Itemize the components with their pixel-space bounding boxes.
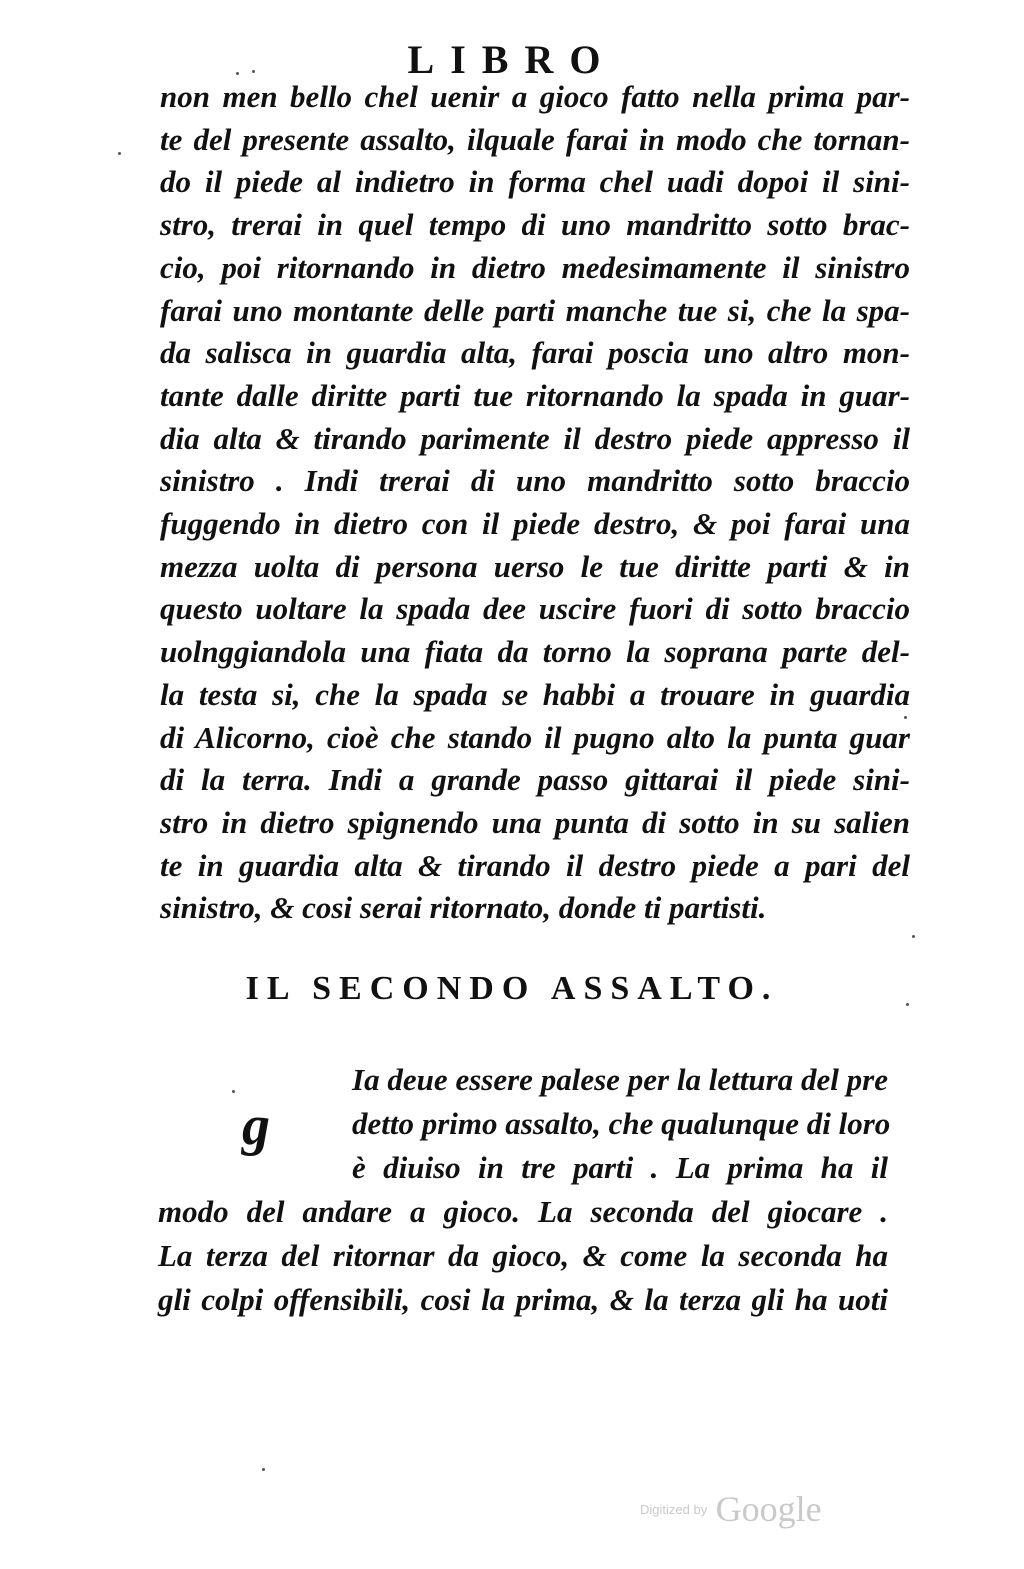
text-line: dia alta & tirando parimente il destro piede appresso il <box>160 420 910 456</box>
text-line: è diuiso in tre parti . La prima ha il <box>352 1150 888 1185</box>
text-line: detto primo assalto, che qualunque di loro <box>352 1106 891 1141</box>
text-line: te in guardia alta & tirando il destro piede a pari del <box>160 847 910 883</box>
text-line: La terza del ritornar da gioco, & come la seconda ha <box>158 1238 888 1273</box>
paragraph-indented <box>352 1058 891 1190</box>
watermark-logo-text: Google <box>715 1489 822 1529</box>
text-line: modo del andare a gioco. La seconda del giocare . <box>158 1194 888 1229</box>
text-line: non men bello chel uenir a gioco fatto nella prima par- <box>160 79 910 114</box>
text-line: sinistro, & cosi serai ritornato, donde ti partisti. <box>160 890 767 926</box>
watermark-small-text: Digitized by <box>640 1501 708 1517</box>
running-head: LIBRO <box>407 37 617 82</box>
text-line: di la terra. Indi a grande passo gittarai il piede sini- <box>160 762 910 798</box>
text-line: fuggendo in dietro con il piede destro, & poi farai una <box>160 506 910 542</box>
text-line: uolnggiandola una fiata da torno la soprana parte del- <box>160 634 910 670</box>
text-line: di Alicorno, cioè che stando il pugno alto la punta guar <box>160 719 910 755</box>
scan-speck <box>906 1003 909 1006</box>
drop-capital: g <box>242 1095 270 1157</box>
text-line: la testa si, che la spada se habbi a trouare in guardia <box>160 676 910 712</box>
scan-speck <box>232 1090 235 1093</box>
text-line: stro, trerai in quel tempo di uno mandritto sotto brac- <box>160 207 910 243</box>
text-line: do il piede al indietro in forma chel uadi dopoi il sini- <box>160 164 910 200</box>
scan-speck <box>252 70 255 73</box>
paragraph-full <box>158 1190 888 1322</box>
text-line: te del presente assalto, ilquale farai in modo che tornan- <box>160 121 910 157</box>
scan-speck <box>904 716 907 719</box>
scan-speck <box>118 152 121 155</box>
scan-speck <box>262 1468 265 1471</box>
scan-speck <box>236 72 239 75</box>
scan-speck <box>912 935 915 938</box>
digitized-watermark <box>640 1488 822 1530</box>
text-line: stro in dietro spignendo una punta di sotto in su salien <box>160 804 910 840</box>
text-line: farai uno montante delle parti manche tue si, che la spa- <box>160 292 910 328</box>
text-line: Ia deue essere palese per la lettura del pre <box>352 1062 888 1097</box>
text-line: da salisca in guardia alta, farai poscia uno altro mon- <box>160 335 910 371</box>
text-line: tante dalle diritte parti tue ritornando la spada in guar- <box>160 377 910 413</box>
text-line: gli colpi offensibili, cosi la prima, & la terza gli ha uoti <box>158 1282 888 1317</box>
text-line: mezza uolta di persona uerso le tue diritte parti & in <box>160 548 910 584</box>
body-text <box>160 76 910 930</box>
text-line: sinistro . Indi trerai di uno mandritto sotto braccio <box>160 463 910 499</box>
text-line: cio, poi ritornando in dietro medesimamente il sinistro <box>160 249 910 285</box>
text-line: questo uoltare la spada dee uscire fuori di sotto braccio <box>160 591 910 627</box>
section-heading: IL SECONDO ASSALTO. <box>245 970 779 1007</box>
